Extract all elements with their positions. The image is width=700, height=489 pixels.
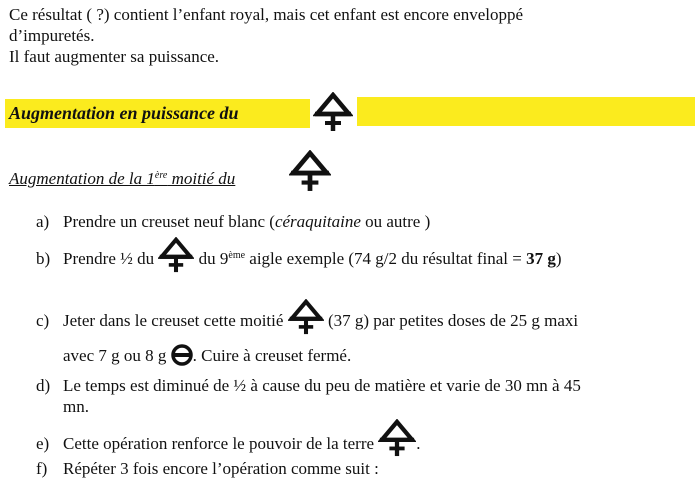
- alchemical-triangle-cross-icon: [288, 299, 324, 335]
- step-label: d): [36, 376, 51, 395]
- alchemical-triangle-cross-icon: [158, 237, 194, 273]
- circle-with-bar-icon: [171, 344, 193, 366]
- step-c-continuation: avec 7 g ou 8 g . Cuire à creuset fermé.: [63, 346, 352, 365]
- step-text: Le temps est diminué de ½ à cause du peu de matière et varie de 30 mn à 45: [63, 376, 581, 395]
- intro-paragraph: [9, 4, 689, 67]
- subsection-title: Augmentation de la 1ère moitié du: [9, 169, 236, 188]
- step-label: f): [36, 459, 48, 478]
- intro-line-3: Il faut augmenter sa puissance.: [9, 47, 220, 66]
- step-text: Prendre ½ du du 9ème aigle exemple (74 g/2 du résultat final = 37 g): [63, 249, 561, 268]
- section-banner: [5, 92, 695, 132]
- step-text: Répéter 3 fois encore l’opération comme suit :: [63, 459, 379, 478]
- step-label: c): [36, 310, 50, 330]
- step-e: [36, 433, 421, 457]
- step-b: [36, 247, 561, 273]
- alchemical-triangle-cross-icon: [289, 150, 331, 192]
- step-d-continuation: mn.: [63, 397, 89, 416]
- step-text: Prendre un creuset neuf blanc (céraquitaine ou autre ): [63, 212, 431, 231]
- step-d: [36, 375, 581, 396]
- step-label: a): [36, 212, 50, 231]
- step-label: b): [36, 248, 51, 268]
- banner-highlight-right: [357, 97, 695, 126]
- section-title: Augmentation en puissance du: [9, 103, 239, 123]
- step-label: e): [36, 434, 50, 453]
- alchemical-triangle-cross-icon: [313, 92, 353, 132]
- step-text: Jeter dans le creuset cette moitié (37 g) par petites doses de 25 g maxi: [63, 311, 578, 330]
- intro-line-2: d’impuretés.: [9, 26, 95, 45]
- step-f: [36, 458, 379, 479]
- intro-line-1: Ce résultat ( ?) contient l’enfant royal, mais cet enfant est encore enveloppé: [9, 5, 524, 24]
- alchemical-triangle-cross-icon: [378, 419, 416, 457]
- step-text: Cette opération renforce le pouvoir de la terre .: [63, 434, 421, 453]
- step-a: [36, 211, 430, 232]
- step-c: [36, 309, 578, 335]
